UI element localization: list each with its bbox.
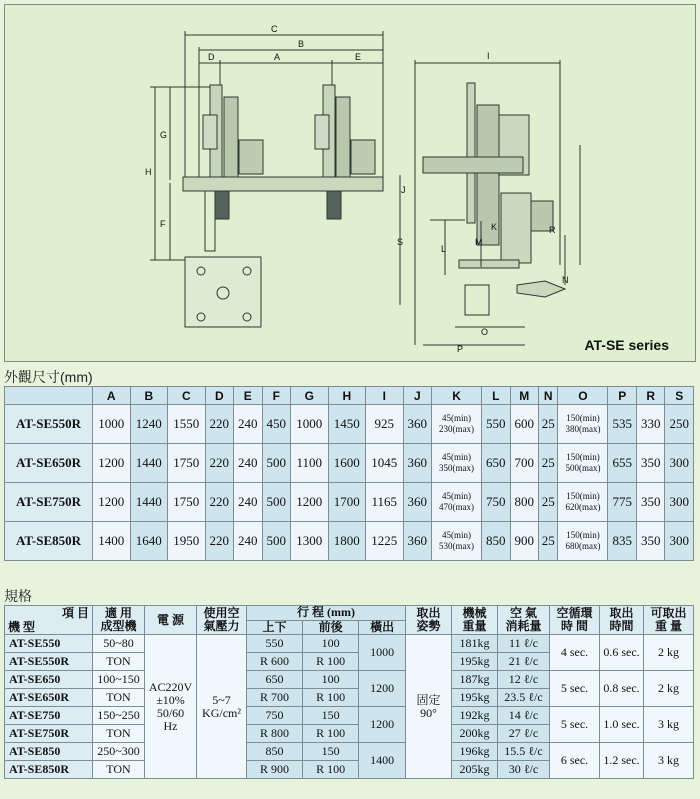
svg-text:B: B [298,39,305,49]
spec-air-pressure: 5~7 KG/cm² [197,635,247,779]
dims-col-header: S [665,387,694,405]
dims-cell: 550 [482,405,510,444]
spec-air-use: 12 ℓ/c [498,671,550,689]
svg-text:R: R [549,225,556,235]
spec-stroke-ud: R 700 [247,689,303,707]
spec-row [5,743,694,761]
spec-weight: 195kg [452,653,498,671]
svg-text:F: F [160,219,166,229]
spec-power: AC220V ±10% 50/60 Hz [145,635,197,779]
dims-cell: 240 [234,444,262,483]
dims-cell: 800 [510,483,538,522]
stroke-side-header: 橫出 [359,620,406,635]
k-max: 470(max) [439,502,475,512]
dims-col-header: B [130,387,168,405]
dims-cell: 1950 [168,522,206,561]
dims-cell: 1600 [328,444,366,483]
dims-cell: 500 [262,444,290,483]
dims-cell-k [432,444,482,483]
series-label: AT-SE series [584,337,669,353]
dims-cell: 1400 [93,522,131,561]
spec-weight: 195kg [452,689,498,707]
spec-air-use: 14 ℓ/c [498,707,550,725]
spec-weight: 181kg [452,635,498,653]
dims-cell: 1450 [328,405,366,444]
dims-cell: 1300 [291,522,329,561]
dims-cell: 1045 [366,444,404,483]
spec-cycle: 6 sec. [550,743,600,779]
spec-stroke-fb: R 100 [303,761,359,779]
spec-stroke-fb: 150 [303,743,359,761]
dims-cell: 300 [665,483,694,522]
dims-cell: 1165 [366,483,404,522]
svg-text:G: G [160,130,168,140]
spec-weight: 192kg [452,707,498,725]
dims-model: AT-SE850R [5,522,93,561]
dims-col-header: D [205,387,233,405]
dims-cell: 300 [665,522,694,561]
dims-cell: 350 [636,522,664,561]
spec-weight: 200kg [452,725,498,743]
dims-row [5,405,694,444]
spec-model: AT-SE750R [5,725,93,743]
svg-text:M: M [475,237,483,247]
svg-text:K: K [491,222,498,232]
pose-header: 取出 姿勢 [406,606,452,635]
air-pressure-header: 使用空 氣壓力 [197,606,247,635]
dims-col-header: F [262,387,290,405]
dims-cell: 350 [636,444,664,483]
spec-machine: 250~300 [93,743,145,761]
spec-model: AT-SE850R [5,761,93,779]
spec-stroke-side: 1200 [359,671,406,707]
machine-schematic [5,5,695,361]
svg-text:I: I [487,51,490,61]
dims-cell: 1550 [168,405,206,444]
dims-cell: 360 [403,405,431,444]
spec-model: AT-SE850 [5,743,93,761]
svg-text:S: S [397,237,404,247]
dims-col-header: R [636,387,664,405]
spec-machine: 150~250 [93,707,145,725]
spec-stroke-fb: 100 [303,671,359,689]
o-max: 380(max) [565,424,601,434]
spec-takeout: 1.0 sec. [600,707,644,743]
svg-text:N: N [562,275,569,285]
dims-cell-o [558,483,608,522]
dims-corner-header [5,387,93,405]
dims-cell: 1800 [328,522,366,561]
dims-col-header: C [168,387,206,405]
dims-cell: 1440 [130,444,168,483]
dimensions-header-row [5,387,694,405]
dims-cell: 600 [510,405,538,444]
dims-cell: 240 [234,522,262,561]
spec-cycle: 5 sec. [550,671,600,707]
dims-cell: 750 [482,483,510,522]
spec-payload: 2 kg [644,671,694,707]
dims-cell: 1000 [291,405,329,444]
svg-text:D: D [208,52,215,62]
dims-cell: 360 [403,522,431,561]
dims-cell: 1200 [93,483,131,522]
dims-row [5,483,694,522]
o-min: 150(min) [566,413,600,423]
weight-header: 機械 重量 [452,606,498,635]
spec-machine: TON [93,761,145,779]
dims-cell: 925 [366,405,404,444]
spec-cycle: 4 sec. [550,635,600,671]
machine-header: 適 用 成型機 [93,606,145,635]
stroke-updown-header: 上下 [247,620,303,635]
spec-machine: TON [93,725,145,743]
spec-model: AT-SE750 [5,707,93,725]
dims-cell: 220 [205,444,233,483]
spec-weight: 187kg [452,671,498,689]
dims-cell: 1440 [130,483,168,522]
dims-cell: 450 [262,405,290,444]
spec-payload: 2 kg [644,635,694,671]
spec-stroke-side: 1400 [359,743,406,779]
dims-cell: 1000 [93,405,131,444]
dims-col-header: E [234,387,262,405]
svg-text:P: P [457,344,464,354]
dims-col-header: H [328,387,366,405]
dimensions-table [4,386,694,561]
spec-air-use: 11 ℓ/c [498,635,550,653]
dims-row [5,522,694,561]
dims-cell-o [558,405,608,444]
dims-cell-k [432,483,482,522]
dims-cell: 25 [539,522,558,561]
dims-cell: 330 [636,405,664,444]
svg-text:A: A [274,52,281,62]
technical-drawing [4,4,696,362]
spec-row [5,635,694,653]
spec-stroke-fb: R 100 [303,689,359,707]
spec-machine: TON [93,689,145,707]
spec-pose: 固定 90° [406,635,452,779]
dims-cell: 500 [262,522,290,561]
dims-cell: 500 [262,483,290,522]
spec-takeout: 1.2 sec. [600,743,644,779]
spec-model: AT-SE650R [5,689,93,707]
spec-stroke-side: 1000 [359,635,406,671]
dims-row [5,444,694,483]
k-max: 230(max) [439,424,475,434]
dims-cell: 25 [539,405,558,444]
k-min: 45(min) [442,452,472,462]
spec-stroke-side: 1200 [359,707,406,743]
dims-cell: 220 [205,522,233,561]
dims-cell: 650 [482,444,510,483]
dims-col-header: K [432,387,482,405]
dims-cell: 300 [665,444,694,483]
k-min: 45(min) [442,413,472,423]
spec-stroke-ud: 550 [247,635,303,653]
dims-cell: 220 [205,483,233,522]
k-min: 45(min) [442,491,472,501]
k-max: 350(max) [439,463,475,473]
dims-col-header: O [558,387,608,405]
spec-air-use: 27 ℓ/c [498,725,550,743]
stroke-frontback-header: 前後 [303,620,359,635]
dims-col-header: L [482,387,510,405]
dims-cell: 775 [608,483,636,522]
specifications-table [4,605,694,779]
spec-model: AT-SE550R [5,653,93,671]
spec-payload: 3 kg [644,707,694,743]
specs-title: 規格 [4,588,32,604]
dims-col-header: G [291,387,329,405]
dims-cell: 360 [403,444,431,483]
specifications-body [5,635,694,779]
spec-weight: 196kg [452,743,498,761]
dims-cell-o [558,522,608,561]
dims-cell-o [558,444,608,483]
dims-cell: 1750 [168,483,206,522]
spec-stroke-ud: 850 [247,743,303,761]
dims-cell: 1225 [366,522,404,561]
air-use-header: 空 氣 消耗量 [498,606,550,635]
spec-stroke-fb: 150 [303,707,359,725]
o-min: 150(min) [566,491,600,501]
spec-cycle: 5 sec. [550,707,600,743]
spec-stroke-ud: R 600 [247,653,303,671]
spec-machine: TON [93,653,145,671]
dims-cell: 1200 [291,483,329,522]
spec-model: AT-SE650 [5,671,93,689]
dims-cell: 850 [482,522,510,561]
dims-cell: 1750 [168,444,206,483]
spec-air-use: 15.5 ℓ/c [498,743,550,761]
dims-cell: 360 [403,483,431,522]
spec-payload: 3 kg [644,743,694,779]
dims-model: AT-SE550R [5,405,93,444]
svg-text:H: H [145,167,152,177]
k-max: 530(max) [439,541,475,551]
dims-cell: 240 [234,405,262,444]
svg-text:L: L [441,244,447,254]
o-min: 150(min) [566,452,600,462]
spec-stroke-ud: R 800 [247,725,303,743]
dims-col-header: I [366,387,404,405]
o-max: 620(max) [565,502,601,512]
o-max: 500(max) [565,463,601,473]
dims-cell: 240 [234,483,262,522]
spec-air-use: 30 ℓ/c [498,761,550,779]
dims-col-header: J [403,387,431,405]
dims-model: AT-SE750R [5,483,93,522]
spec-takeout: 0.8 sec. [600,671,644,707]
dims-col-header: P [608,387,636,405]
dims-col-header: M [510,387,538,405]
o-min: 150(min) [566,530,600,540]
spec-takeout: 0.6 sec. [600,635,644,671]
dimensions-title: 外觀尺寸(mm) [4,369,93,385]
spec-weight: 205kg [452,761,498,779]
dims-cell: 250 [665,405,694,444]
cycle-header: 空循環 時 間 [550,606,600,635]
dims-cell: 25 [539,444,558,483]
svg-text:O: O [481,327,489,337]
dims-col-header: A [93,387,131,405]
dims-cell-k [432,405,482,444]
spec-machine: 100~150 [93,671,145,689]
spec-stroke-fb: 100 [303,635,359,653]
dimensions-body [5,405,694,561]
svg-text:J: J [401,185,406,195]
dims-cell: 835 [608,522,636,561]
spec-row [5,671,694,689]
spec-stroke-ud: R 900 [247,761,303,779]
dims-model: AT-SE650R [5,444,93,483]
dims-col-header: N [539,387,558,405]
item-model-header: 項 目 機 型 [5,606,93,635]
spec-stroke-ud: 650 [247,671,303,689]
stroke-header: 行 程 (mm) [247,606,406,621]
dims-cell: 535 [608,405,636,444]
spec-stroke-ud: 750 [247,707,303,725]
spec-row [5,707,694,725]
spec-air-use: 21 ℓ/c [498,653,550,671]
spec-stroke-fb: R 100 [303,653,359,671]
dims-cell: 1640 [130,522,168,561]
dims-cell: 1700 [328,483,366,522]
power-header: 電 源 [145,606,197,635]
dims-cell: 655 [608,444,636,483]
svg-text:E: E [355,52,362,62]
o-max: 680(max) [565,541,601,551]
dims-cell: 1200 [93,444,131,483]
dims-cell-k [432,522,482,561]
dims-cell: 700 [510,444,538,483]
dims-cell: 1100 [291,444,329,483]
dims-cell: 25 [539,483,558,522]
spec-model: AT-SE550 [5,635,93,653]
takeout-header: 取出 時間 [600,606,644,635]
dims-cell: 900 [510,522,538,561]
spec-machine: 50~80 [93,635,145,653]
payload-header: 可取出 重 量 [644,606,694,635]
spec-air-use: 23.5 ℓ/c [498,689,550,707]
dims-cell: 1240 [130,405,168,444]
svg-text:C: C [271,24,278,34]
k-min: 45(min) [442,530,472,540]
dims-cell: 350 [636,483,664,522]
dims-cell: 220 [205,405,233,444]
spec-stroke-fb: R 100 [303,725,359,743]
